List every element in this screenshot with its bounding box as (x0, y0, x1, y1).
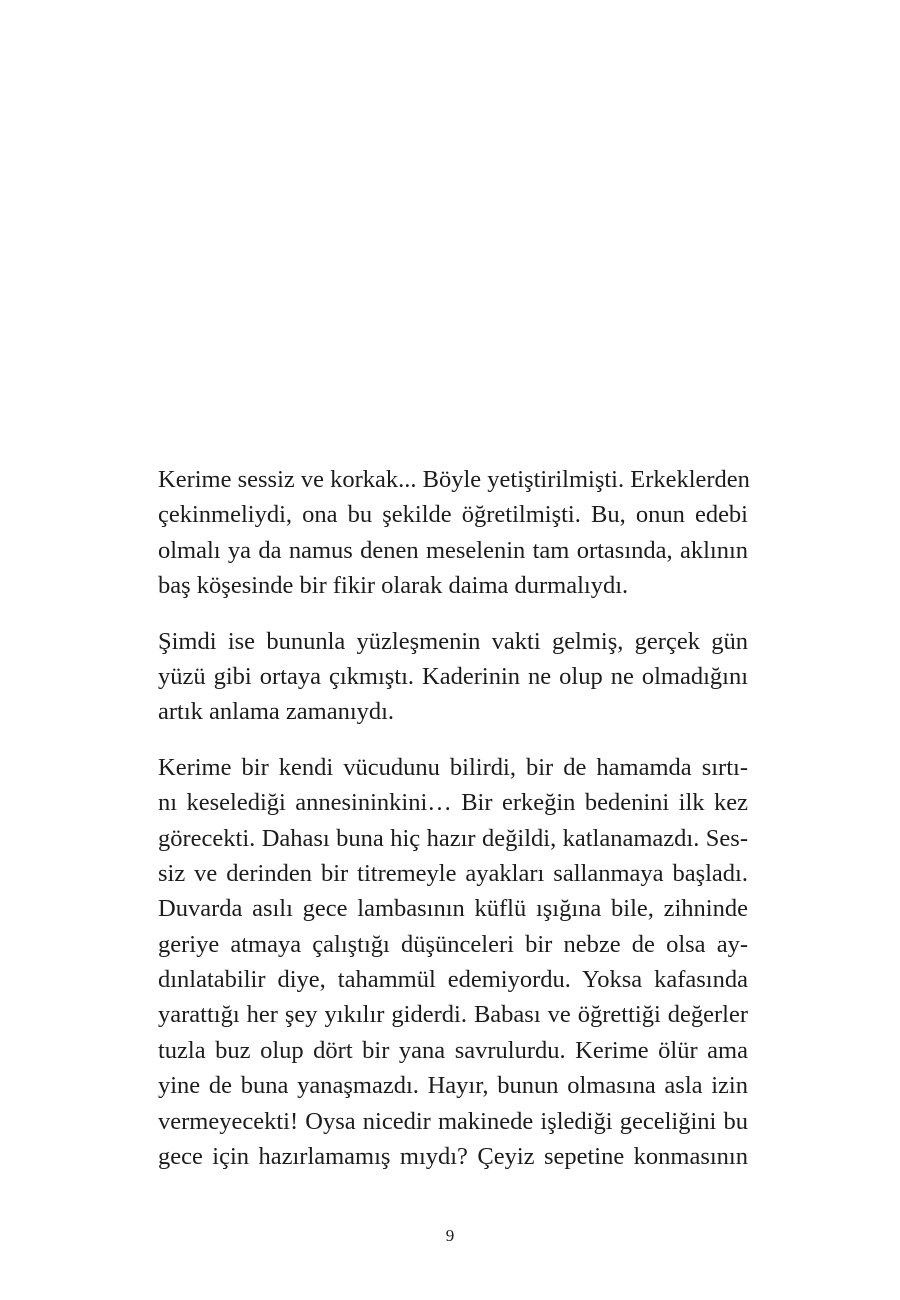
paragraph-2 (158, 624, 748, 730)
paragraph-3 (158, 750, 748, 1175)
body-text (158, 462, 748, 1194)
text-line: yarattığı her şey yıkılır giderdi. Babası ve öğrettiği değerler (158, 1001, 748, 1029)
text-line: Şimdi ise bununla yüzleşmenin vakti gelmiş, gerçek gün (158, 627, 748, 655)
text-line: yüzü gibi ortaya çıkmıştı. Kaderinin ne olup ne olmadığını (158, 662, 748, 690)
text-line: nı keselediği annesininkini… Bir erkeğin bedenini ilk kez (158, 789, 748, 817)
text-line: olmalı ya da namus denen meselenin tam ortasında, aklının (158, 536, 748, 564)
paragraph-1 (158, 462, 748, 604)
text-line: tuzla buz olup dört bir yana savrulurdu. Kerime ölür ama (158, 1036, 748, 1064)
text-line: geriye atmaya çalıştığı düşünceleri bir nebze de olsa ay- (158, 930, 748, 958)
text-line: siz ve derinden bir titremeyle ayakları sallanmaya başladı. (158, 859, 748, 887)
text-line: Kerime bir kendi vücudunu bilirdi, bir de hamamda sırtı- (158, 753, 748, 781)
text-line: çekinmeliydi, ona bu şekilde öğretilmişti. Bu, onun edebi (158, 501, 748, 529)
text-line: gece için hazırlamamış mıydı? Çeyiz sepetine konmasının (158, 1143, 748, 1171)
text-line: artık anlama zamanıydı. (158, 698, 395, 726)
text-line: yine de buna yanaşmazdı. Hayır, bunun olmasına asla izin (158, 1072, 748, 1100)
text-line: Kerime sessiz ve korkak... Böyle yetiştirilmişti. Erkeklerden (158, 466, 750, 493)
text-line: vermeyecekti! Oysa nicedir makinede işlediği geceliğini bu (158, 1107, 748, 1135)
text-line: görecekti. Dahası buna hiç hazır değildi, katlanamazdı. Ses- (158, 824, 748, 852)
text-line: dınlatabilir diye, tahammül edemiyordu. Yoksa kafasında (158, 966, 748, 994)
text-line: baş köşesinde bir fikir olarak daima durmalıydı. (158, 572, 629, 600)
text-line: Duvarda asılı gece lambasının küflü ışığına bile, zihninde (158, 895, 748, 923)
page-number: 9 (445, 1226, 455, 1245)
